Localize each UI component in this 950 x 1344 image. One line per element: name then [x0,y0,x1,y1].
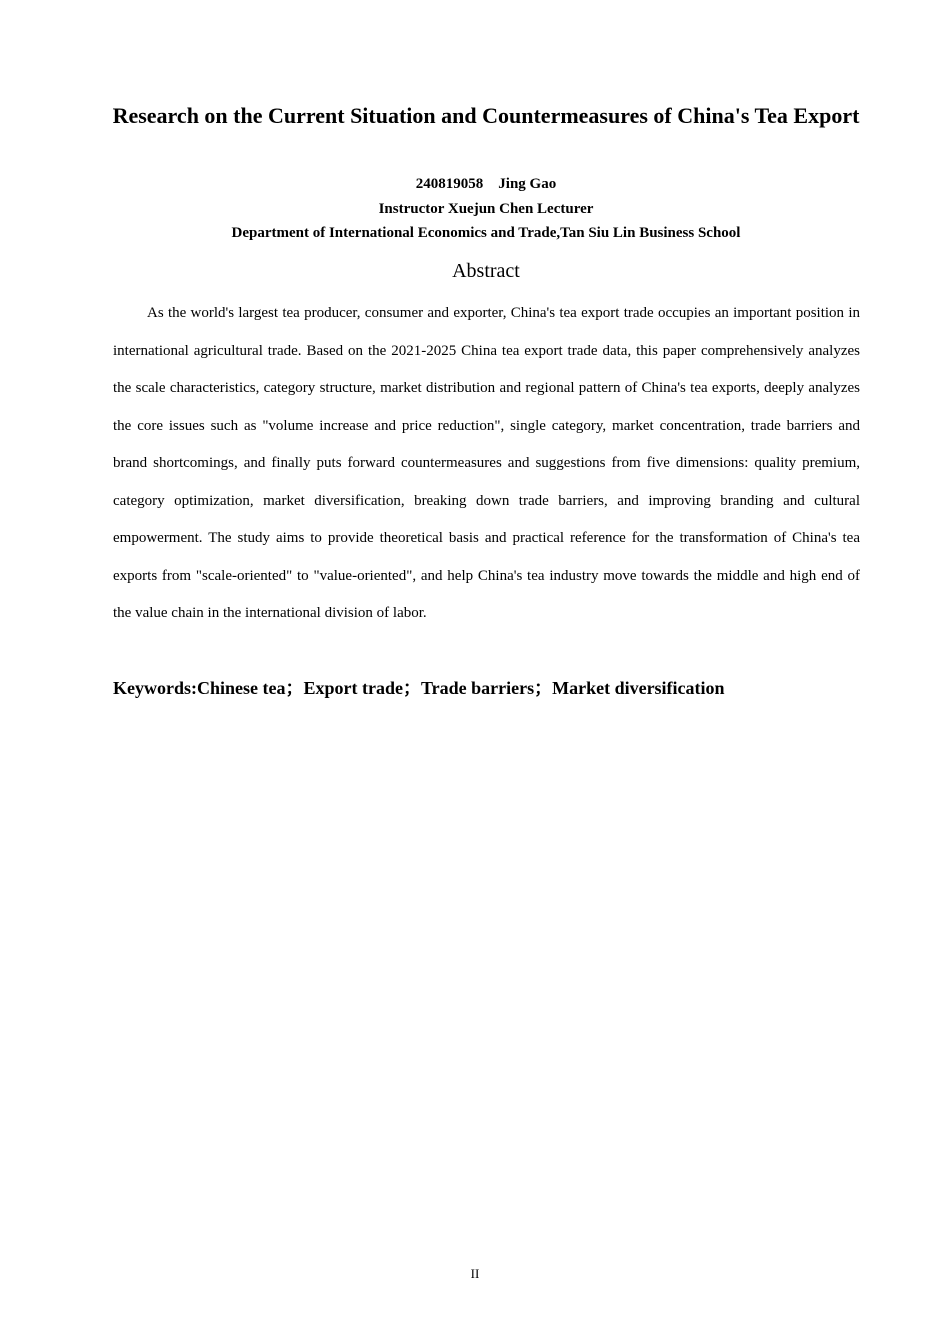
paper-title: Research on the Current Situation and Countermeasures of China's Tea Export [112,103,860,128]
author-line: 240819058 Jing Gao [415,176,557,192]
keywords-line: Keywords:Chinese tea；Export trade；Trade barriers；Market diversification [113,678,725,698]
instructor-line: Instructor Xuejun Chen Lecturer [378,201,594,217]
department-line: Department of International Economics and Trade,Tan Siu Lin Business School [231,225,741,241]
abstract-body: As the world's largest tea producer, consumer and exporter, China's tea export trade occupies an important position in international agricultural trade. Based on the 2021-2025 China tea export trade data, this paper comprehensively analyzes the scale characteristics, category structure, market distribution and regional pattern of China's tea exports, deeply analyzes the core issues such as "volume increase and price reduction", single category, market concentration, trade barriers and brand shortcomings, and finally puts forward countermeasures and suggestions from five dimensions: quality premium, category optimization, market diversification, breaking down trade barriers, and improving branding and cultural empowerment. The study aims to provide theoretical basis and practical reference for the transformation of China's tea exports from "scale-oriented" to "value-oriented", and help China's tea industry move towards the middle and high end of the value chain in the international division of labor. [113,305,860,621]
page-number: II [470,1266,480,1281]
abstract-heading: Abstract [452,260,520,282]
